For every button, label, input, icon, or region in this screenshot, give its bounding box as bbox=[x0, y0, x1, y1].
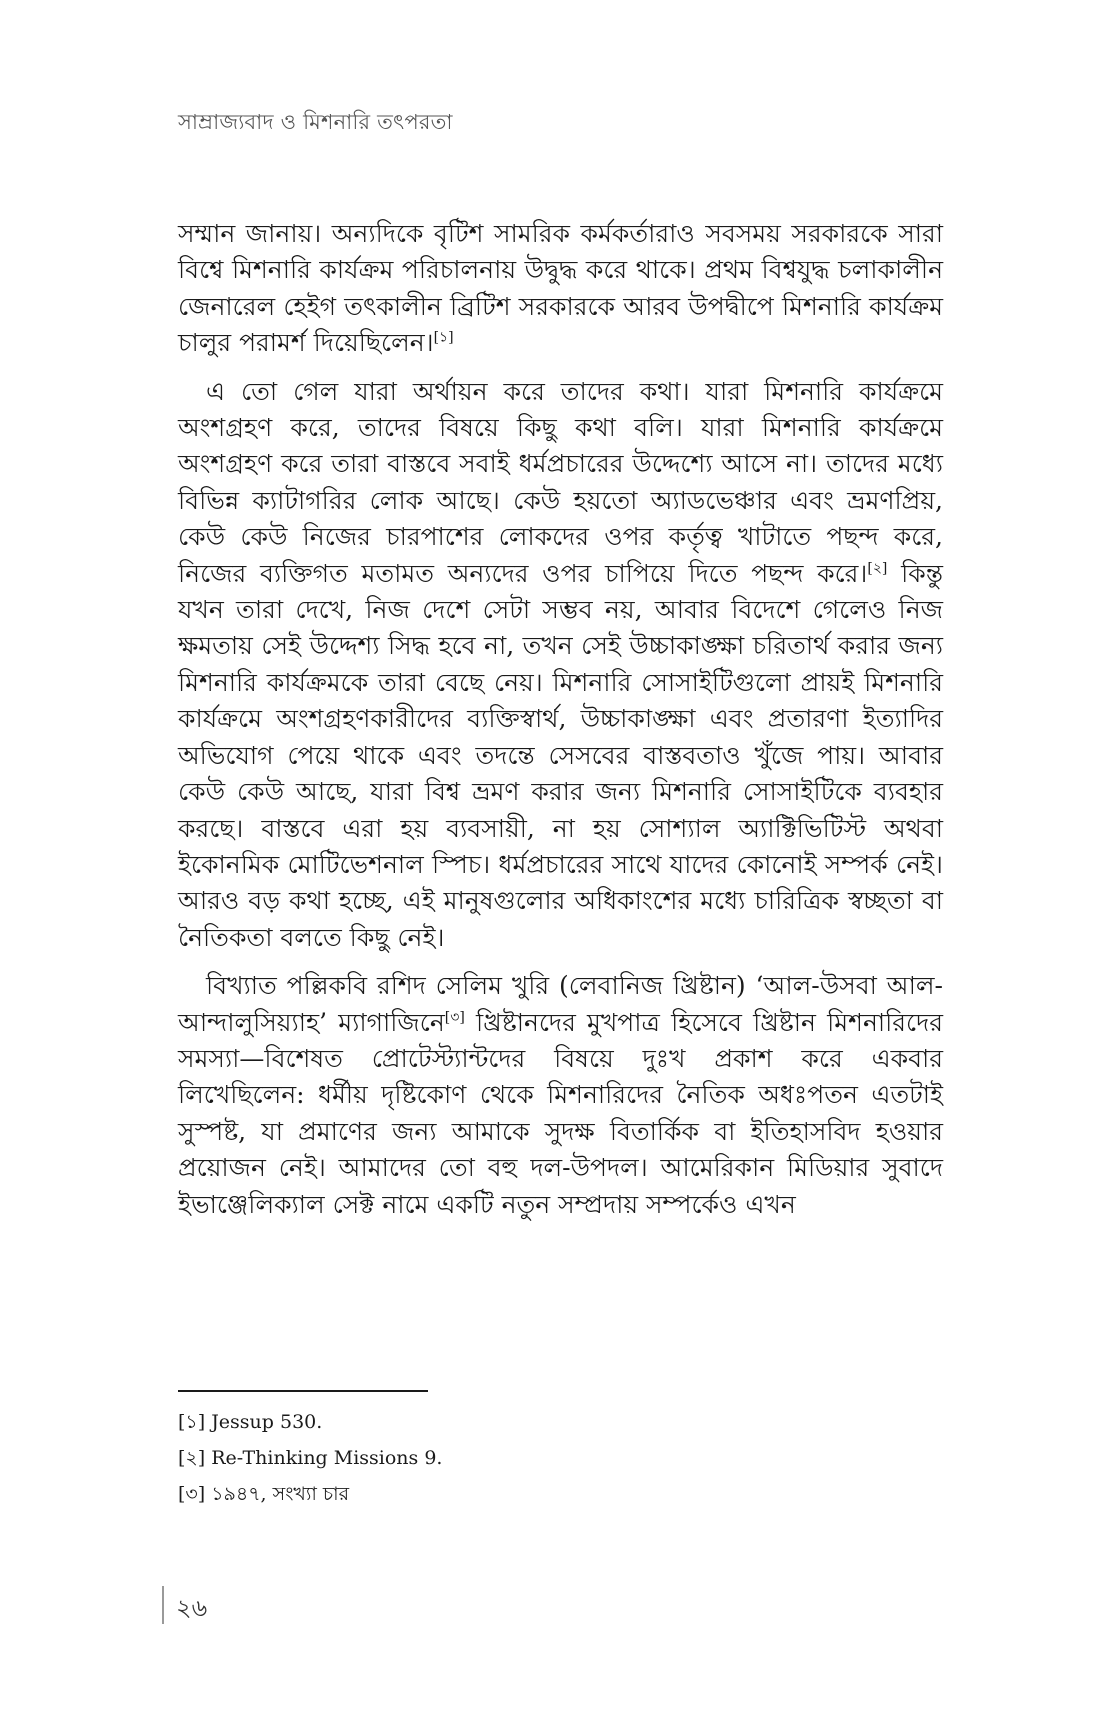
paragraph-2 bbox=[178, 374, 943, 957]
footnote-2: [২] Re-Thinking Missions 9. bbox=[178, 1447, 443, 1469]
paragraph-3-text-a: বিখ্যাত পল্লিকবি রশিদ সেলিম খুরি (লেবানিজ খ্রিষ্টান) ‘আল-উসবা আল-আন্দালুসিয়্যাহ’ ম্যাগাজিনে bbox=[178, 971, 943, 1037]
page-number: ২৬ bbox=[176, 1594, 208, 1622]
paragraph-2-text-b: কিন্তু যখন তারা দেখে, নিজ দেশে সেটা সম্ভব নয়, আবার বিদেশে গেলেও নিজ ক্ষমতায় সেই উদ্দেশ্য সিদ্ধ হবে না, তখন সেই উচ্চাকাঙ্ক্ষা চরিতার্থ করার জন্য মিশনারি কার্যক্রমকে তারা বেছে নেয়। মিশনারি সোসাইটিগুলো প্রায়ই মিশনারি কার্যক্রমে অংশগ্রহণকারীদের ব্যক্তিস্বার্থ, উচ্চাকাঙ্ক্ষা এবং প্রতারণা ইত্যাদির অভিযোগ পেয়ে থাকে এবং তদন্তে সেসবের বাস্তবতাও খুঁজে পায়। আবার কেউ কেউ আছে, যারা বিশ্ব ভ্রমণ করার জন্য মিশনারি সোসাইটিকে ব্যবহার করছে। বাস্তবে এরা হয় ব্যবসায়ী, না হয় সোশ্যাল অ্যাক্টিভিটিস্ট অথবা ইকোনমিক মোটিভেশনাল স্পিচ। ধর্মপ্রচারের সাথে যাদের কোনোই সম্পর্ক নেই। আরও বড় কথা হচ্ছে, এই মানুষগুলোর অধিকাংশের মধ্যে চারিত্রিক স্বচ্ছতা বা নৈতিকতা বলতে কিছু নেই। bbox=[178, 558, 943, 952]
paragraph-1 bbox=[178, 216, 943, 362]
page-number-bar bbox=[162, 1586, 164, 1624]
footnote-3: [৩] ১৯৪৭, সংখ্যা চার bbox=[178, 1483, 350, 1505]
paragraph-3 bbox=[178, 968, 943, 1223]
footnotes bbox=[178, 1404, 938, 1512]
footnote-ref-1[interactable]: [১] bbox=[433, 329, 454, 346]
footnote-ref-3[interactable]: [৩] bbox=[444, 1009, 465, 1026]
footnote-divider bbox=[178, 1390, 428, 1392]
paragraph-1-text: সম্মান জানায়। অন্যদিকে বৃটিশ সামরিক কর্মকর্তারাও সবসময় সরকারকে সারা বিশ্বে মিশনারি কার্যক্রম পরিচালনায় উদ্বুদ্ধ করে থাকে। প্রথম বিশ্বযুদ্ধ চলাকালীন জেনারেল হেইগ তৎকালীন ব্রিটিশ সরকারকে আরব উপদ্বীপে মিশনারি কার্যক্রম চালুর পরামর্শ দিয়েছিলেন। bbox=[178, 219, 943, 358]
paragraph-2-text-a: এ তো গেল যারা অর্থায়ন করে তাদের কথা। যারা মিশনারি কার্যক্রমে অংশগ্রহণ করে, তাদের বিষয়ে কিছু কথা বলি। যারা মিশনারি কার্যক্রমে অংশগ্রহণ করে তারা বাস্তবে সবাই ধর্মপ্রচারের উদ্দেশ্যে আসে না। তাদের মধ্যে বিভিন্ন ক্যাটাগরির লোক আছে। কেউ হয়তো অ্যাডভেঞ্চার এবং ভ্রমণপ্রিয়, কেউ কেউ নিজের চারপাশের লোকদের ওপর কর্তৃত্ব খাটাতে পছন্দ করে, নিজের ব্যক্তিগত মতামত অন্যদের ওপর চাপিয়ে দিতে পছন্দ করে। bbox=[178, 376, 943, 588]
body-text bbox=[178, 216, 943, 1235]
footnote-1: [১] Jessup 530. bbox=[178, 1411, 323, 1433]
footnote-ref-2[interactable]: [২] bbox=[867, 560, 888, 577]
running-header: সাম্রাজ্যবাদ ও মিশনারি তৎপরতা bbox=[178, 110, 453, 134]
paragraph-3-text-b: খ্রিষ্টানদের মুখপাত্র হিসেবে খ্রিষ্টান মিশনারিদের সমস্যা—বিশেষত প্রোটেস্ট্যান্টদের বিষয়ে দুঃখ প্রকাশ করে একবার লিখেছিলেন: ধর্মীয় দৃষ্টিকোণ থেকে মিশনারিদের নৈতিক অধঃপতন এতটাই সুস্পষ্ট, যা প্রমাণের জন্য আমাকে সুদক্ষ বিতার্কিক বা ইতিহাসবিদ হওয়ার প্রয়োজন নেই। আমাদের তো বহু দল-উপদল। আমেরিকান মিডিয়ার সুবাদে ইভাঞ্জেলিক্যাল সেক্ট নামে একটি নতুন সম্প্রদায় সম্পর্কেও এখন bbox=[178, 1007, 943, 1219]
